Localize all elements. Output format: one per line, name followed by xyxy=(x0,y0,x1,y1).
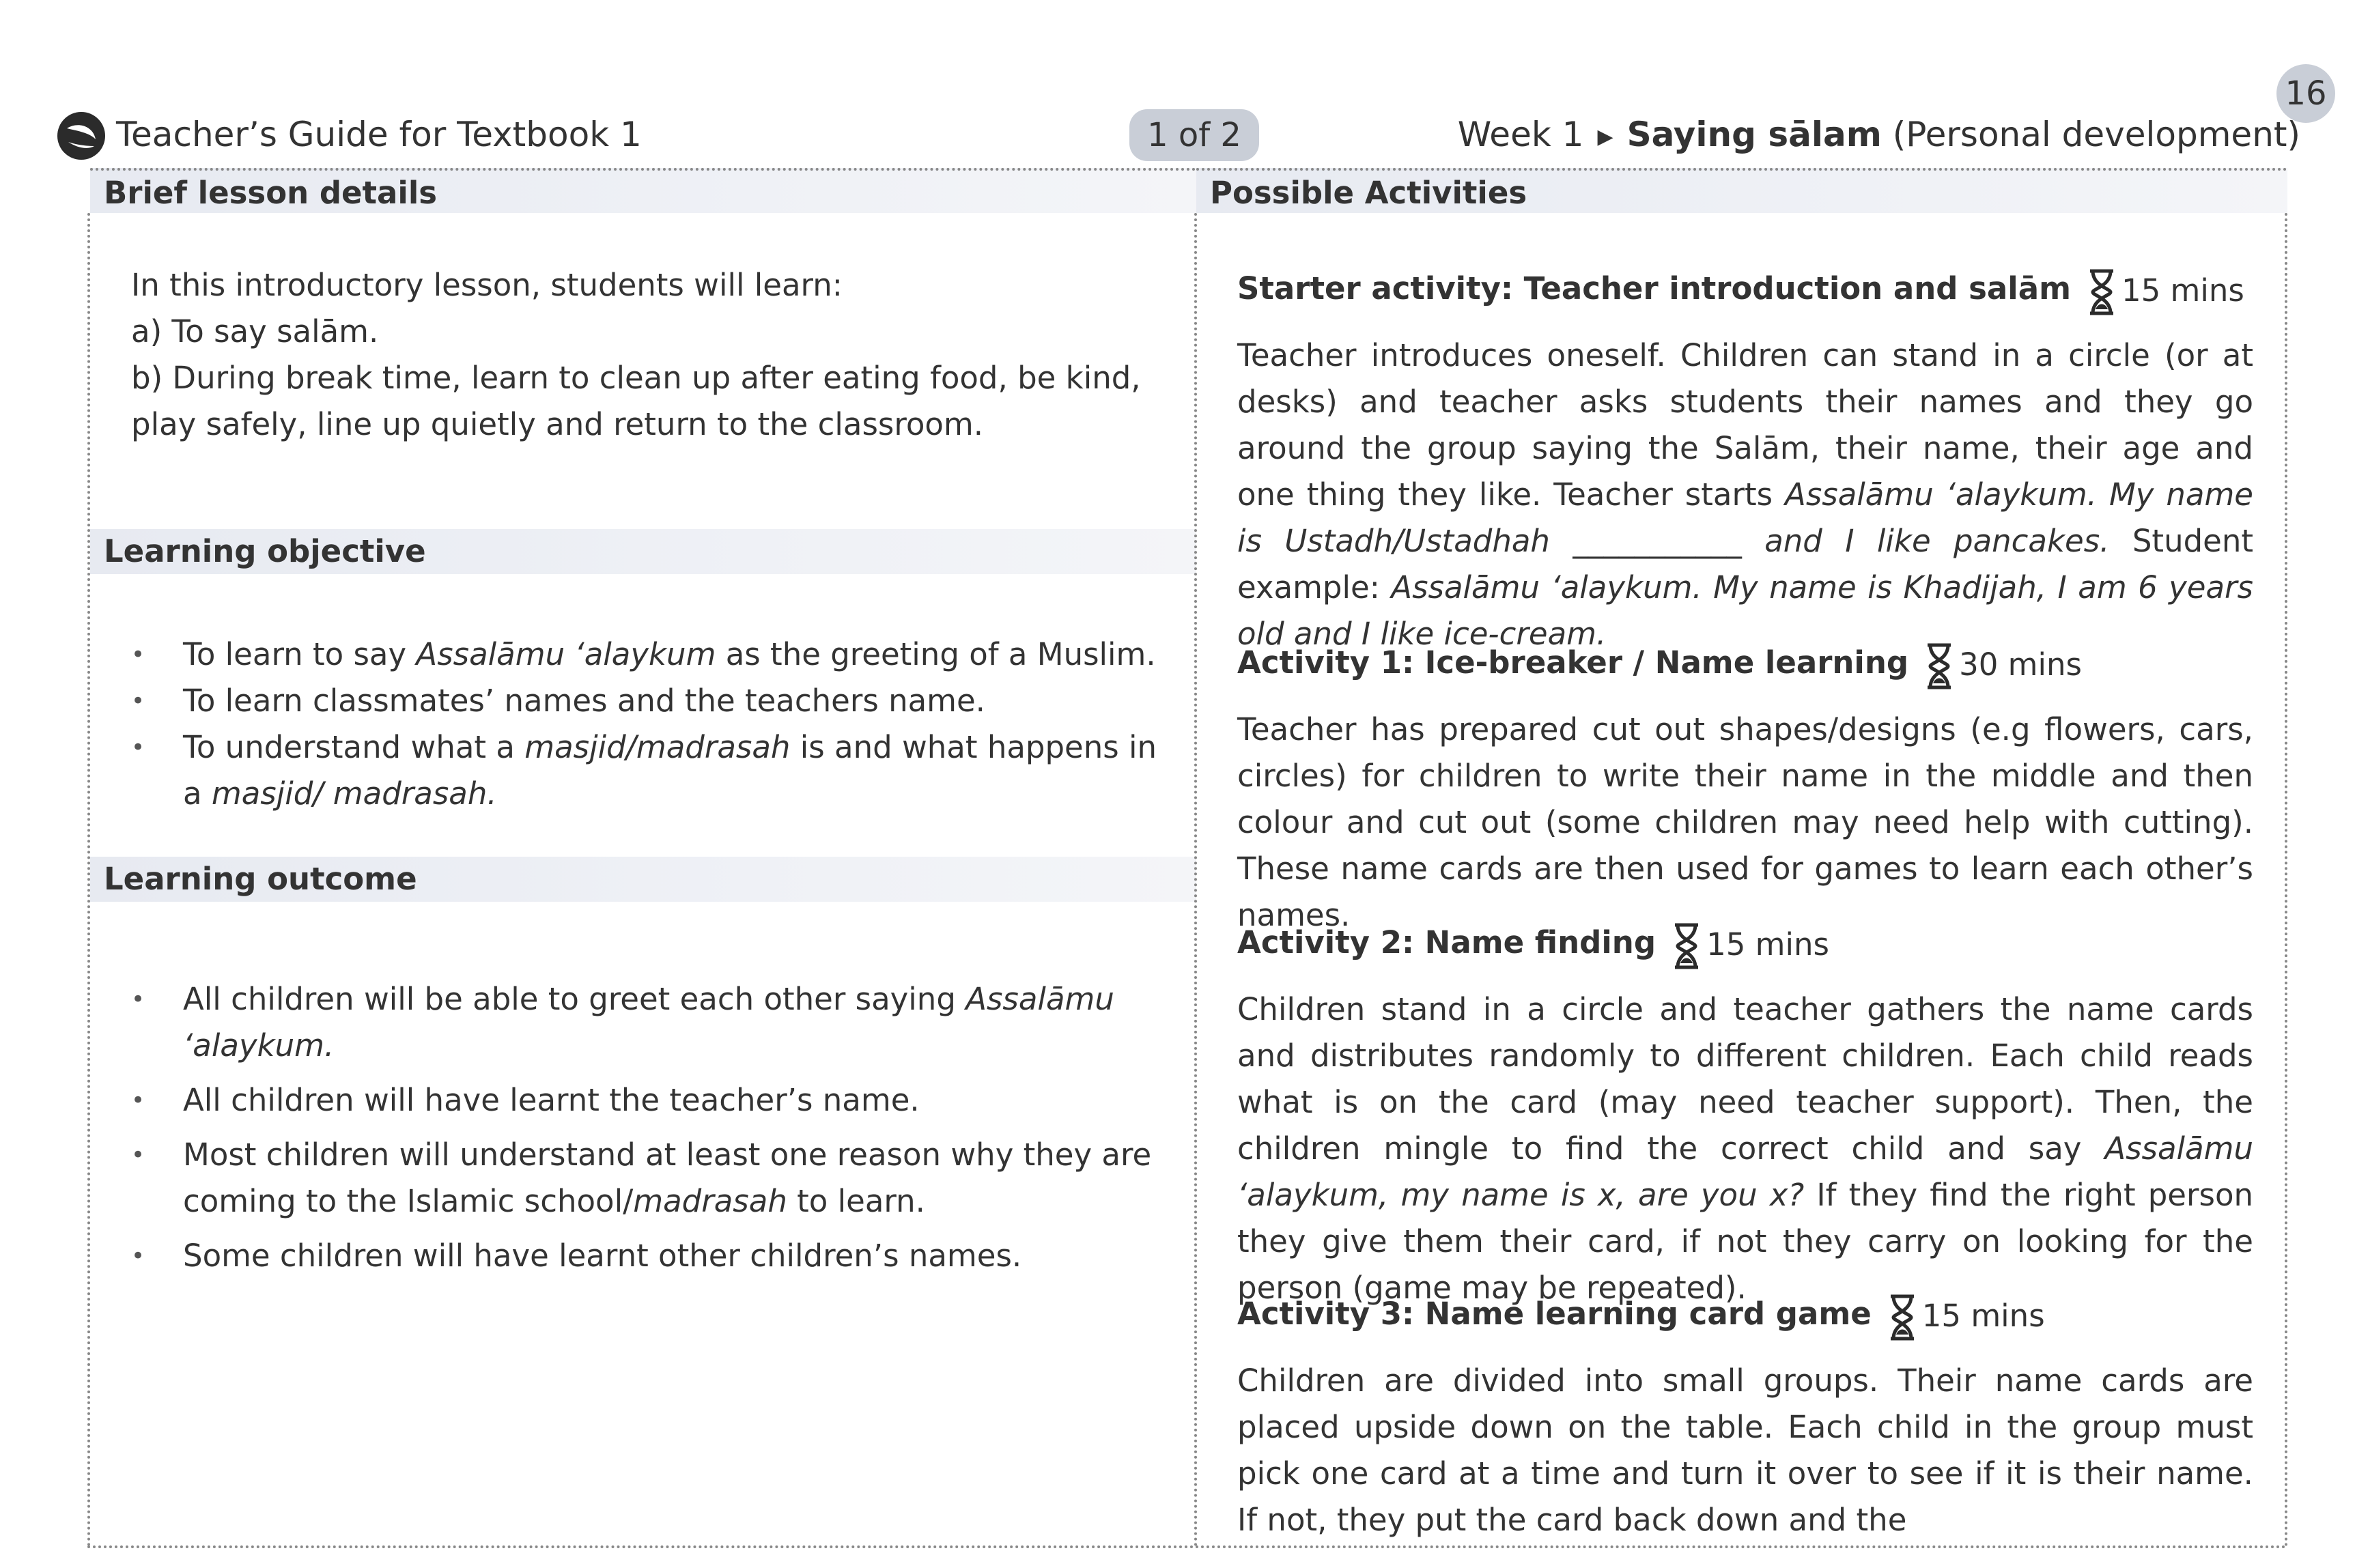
activity-title: Starter activity: Teacher introduction and salām xyxy=(1237,270,2071,307)
objective-list xyxy=(131,631,1169,817)
lesson-category: (Personal development) xyxy=(1892,115,2300,154)
hourglass-icon xyxy=(2086,266,2117,316)
logo-icon xyxy=(57,112,105,160)
activity-duration: 15 mins xyxy=(2121,272,2244,309)
activity-duration: 30 mins xyxy=(1959,646,2082,683)
list-item: • All children will be able to greet each other saying Assalāmu ‘alaykum. xyxy=(131,976,1169,1069)
list-item: • To learn to say Assalāmu ‘alaykum as the greeting of a Muslim. xyxy=(131,631,1169,678)
list-item: • Most children will understand at least one reason why they are coming to the Islamic school/madrasah to learn. xyxy=(131,1132,1169,1225)
hourglass-icon xyxy=(1887,1292,1918,1341)
breadcrumb-week: Week 1 xyxy=(1457,115,1584,154)
list-item: • To understand what a masjid/madrasah is and what happens in a masjid/ madrasah. xyxy=(131,724,1169,817)
activity-description: Children stand in a circle and teacher gathers the name cards and distributes randomly to different children. Each child reads what is on the card (may need teacher support). Then, the children mingle to find the correct child and say Assalāmu ‘alaykum, my name is x, are you x? If they find the right person they give them their card, if not they carry on looking for the person (game may be repeated). xyxy=(1237,990,2253,1306)
breadcrumb xyxy=(1458,111,2300,161)
brief-lesson-text xyxy=(131,262,1155,448)
list-item: • All children will have learnt the teacher’s name. xyxy=(131,1077,1169,1124)
page-badge: 1 of 2 xyxy=(1129,109,1259,161)
outcome-list xyxy=(131,976,1169,1287)
activity-duration: 15 mins xyxy=(1921,1298,2045,1334)
outcome-heading: Learning outcome xyxy=(90,857,1196,902)
caret-right-icon: ▶ xyxy=(1597,124,1613,149)
activity-title: Activity 1: Ice-breaker / Name learning xyxy=(1237,644,1909,681)
activity-duration: 15 mins xyxy=(1706,926,1829,963)
hourglass-icon xyxy=(1923,640,1955,690)
activity-2 xyxy=(1237,919,2253,1311)
activities-heading: Possible Activities xyxy=(1196,168,2287,213)
brief-line: a) To say salām. xyxy=(131,313,379,350)
objective-heading: Learning objective xyxy=(90,529,1196,574)
list-item: • To learn classmates’ names and the teachers name. xyxy=(131,678,1169,724)
activity-1 xyxy=(1237,639,2253,939)
page-number: 16 xyxy=(2276,64,2335,123)
brief-line: b) During break time, learn to clean up after eating food, be kind, play safely, line up quietly and return to the classroom. xyxy=(131,360,1141,442)
activity-description: Teacher has prepared cut out shapes/designs (e.g flowers, cars, circles) for children to write their name in the middle and then colour and cut out (some children may need help with cutting). These name cards are then used for games to learn each other’s names. xyxy=(1237,711,2253,933)
column-divider xyxy=(1194,213,1197,1548)
guide-title: Teacher’s Guide for Textbook 1 xyxy=(116,115,642,154)
lesson-title: Saying sālam xyxy=(1626,115,1882,154)
activity-3 xyxy=(1237,1290,2253,1543)
frame-border-right xyxy=(2285,213,2287,1548)
activity-title: Activity 2: Name finding xyxy=(1237,924,1656,960)
list-item: • Some children will have learnt other children’s names. xyxy=(131,1233,1169,1279)
frame-border-bottom xyxy=(87,1545,2287,1548)
activity-description: Teacher introduces oneself. Children can stand in a circle (or at desks) and teacher asks students their names and they go around the group saying the Salām, their name, their age and one thing they like. Teacher starts Assalāmu ‘alaykum. My name is Ustadh/Ustadhah ___________ and I like pancakes. Student example: Assalāmu ‘alaykum. My name is Khadijah, I am 6 years old and I like ice-cream. xyxy=(1237,337,2254,652)
frame-border-left xyxy=(87,213,90,1548)
hourglass-icon xyxy=(1671,920,1702,970)
activity-title: Activity 3: Name learning card game xyxy=(1237,1296,1872,1332)
activity-description: Children are divided into small groups. Their name cards are placed upside down on the table. Each child in the group must pick one card at a time and turn it over to see if it is their name. If not, they put the card back down and the xyxy=(1237,1362,2253,1538)
brief-heading: Brief lesson details xyxy=(90,168,1196,213)
starter-activity xyxy=(1237,265,2253,657)
brief-line: In this introductory lesson, students will learn: xyxy=(131,267,843,303)
